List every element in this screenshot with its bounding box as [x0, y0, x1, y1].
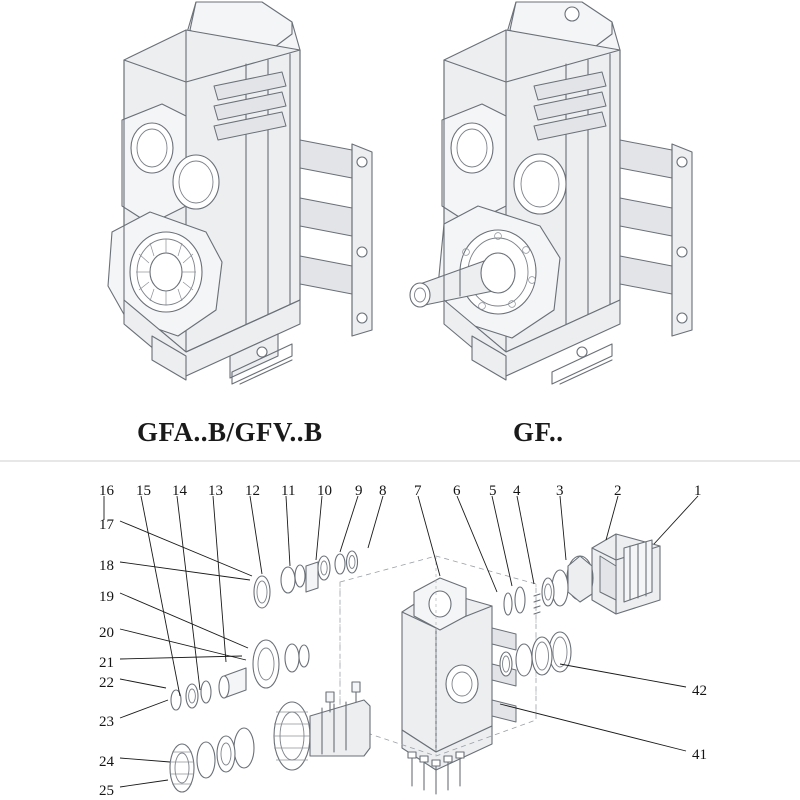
exploded-assembly-drawing	[104, 496, 698, 794]
callout-number-6: 6	[453, 483, 461, 499]
callout-number-1: 1	[694, 483, 702, 499]
right-gearbox-drawing	[410, 2, 692, 384]
left-gearbox-drawing	[108, 2, 372, 384]
callout-number-13: 13	[208, 483, 223, 499]
callout-number-10: 10	[317, 483, 332, 499]
callout-number-21: 21	[99, 655, 114, 671]
part-motor	[567, 534, 660, 614]
callout-number-18: 18	[99, 558, 114, 574]
callout-number-17: 17	[99, 517, 114, 533]
callout-number-19: 19	[99, 589, 114, 605]
callout-number-22: 22	[99, 675, 114, 691]
callout-number-25: 25	[99, 783, 114, 799]
callout-number-20: 20	[99, 625, 114, 641]
callout-number-42: 42	[692, 683, 707, 699]
callout-number-2: 2	[614, 483, 622, 499]
callout-number-7: 7	[414, 483, 422, 499]
callout-number-8: 8	[379, 483, 387, 499]
callout-number-41: 41	[692, 747, 707, 763]
caption-gf: GF..	[513, 417, 564, 447]
callout-number-16: 16	[99, 483, 114, 499]
callout-number-14: 14	[172, 483, 187, 499]
callout-number-4: 4	[513, 483, 521, 499]
callout-number-11: 11	[281, 483, 296, 499]
callout-number-23: 23	[99, 714, 114, 730]
callout-number-5: 5	[489, 483, 497, 499]
callout-number-24: 24	[99, 754, 114, 770]
callout-number-12: 12	[245, 483, 260, 499]
caption-gfa-b-gfv-b: GFA..B/GFV..B	[137, 417, 323, 447]
callout-number-9: 9	[355, 483, 363, 499]
callout-number-3: 3	[556, 483, 564, 499]
callout-number-15: 15	[136, 483, 151, 499]
